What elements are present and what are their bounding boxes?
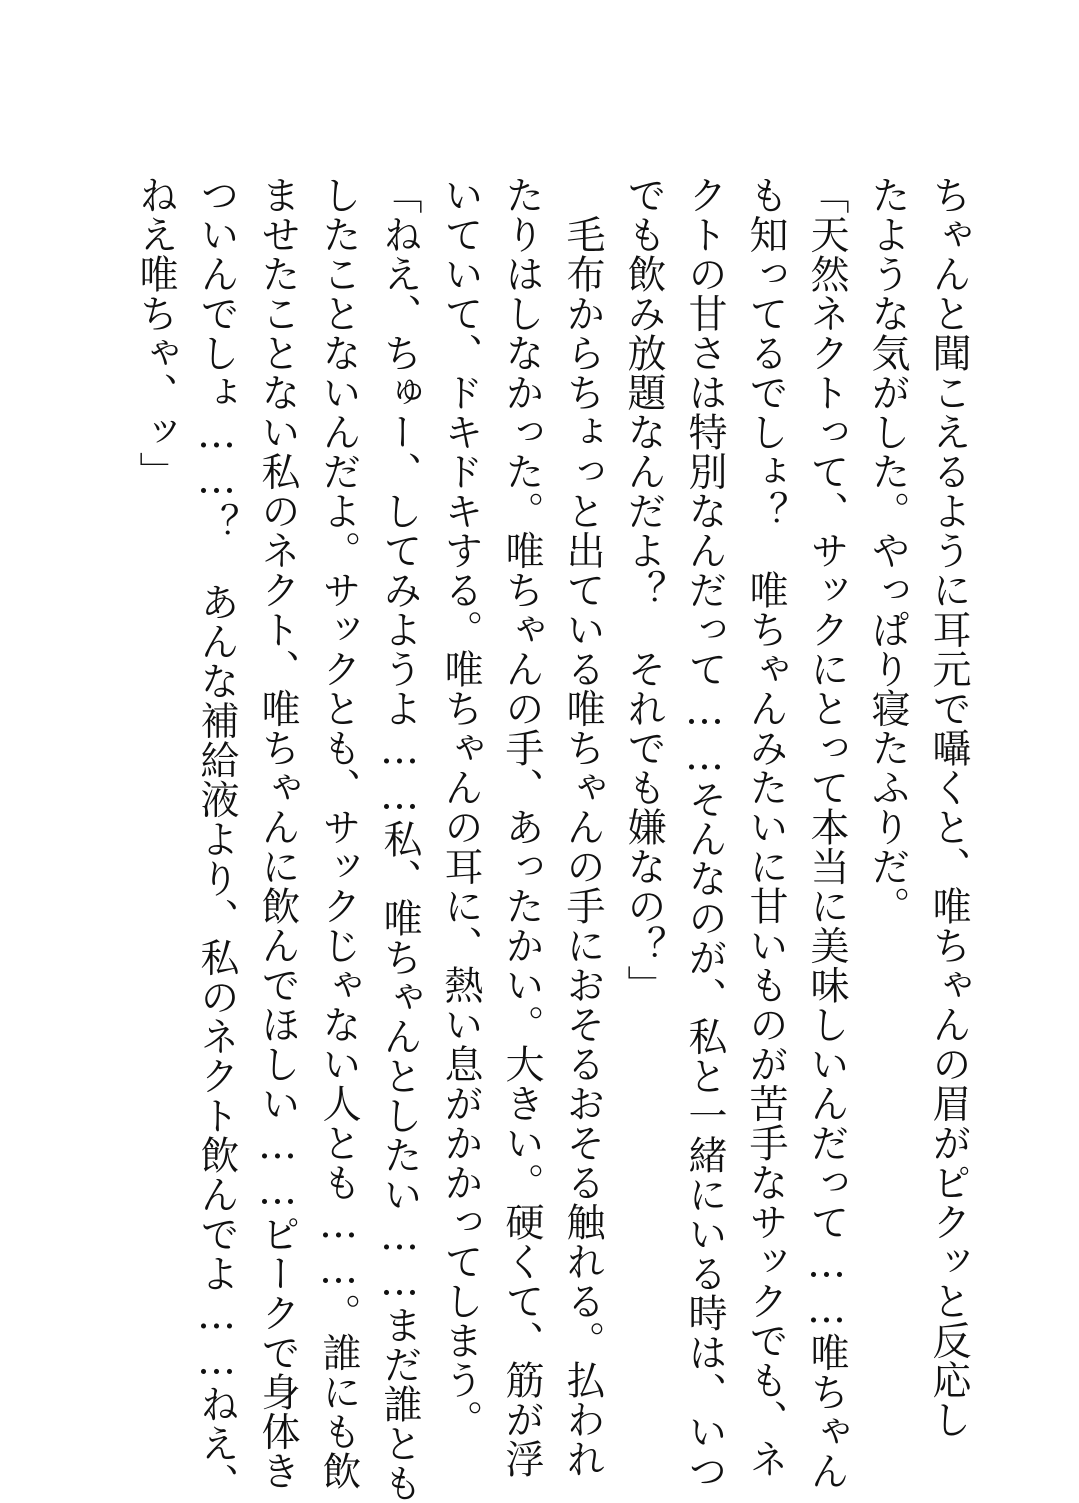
body-text [125, 175, 979, 1503]
text-line: ついんでしょ……？ あんな補給液より、私のネクト飲んでよ……ねえ、 [194, 175, 239, 1503]
text-line: ねえ唯ちゃ、ッ」 [133, 175, 178, 491]
text-line: 毛布からちょっと出ている唯ちゃんの手におそるおそる触れる。払われ [560, 175, 605, 1479]
text-line: いていて、ドキドキする。唯ちゃんの耳に、熱い息がかかってしまう。 [438, 175, 483, 1439]
text-line: ちゃんと聞こえるように耳元で囁くと、唯ちゃんの眉がピクッと反応し [926, 175, 971, 1439]
text-line: したことないんだよ。サックとも、サックじゃない人とも……。誰にも飲 [316, 175, 361, 1491]
text-line: も知ってるでしょ？ 唯ちゃんみたいに甘いものが苦手なサックでも、ネ [743, 175, 788, 1479]
text-line: でも飲み放題なんだよ？ それでも嫌なの？」 [621, 175, 666, 1005]
text-line: たような気がした。やっぱり寝たふりだ。 [865, 175, 910, 926]
text-line: 「天然ネクトって、サックにとって本当に美味しいんだって……唯ちゃん [804, 175, 849, 1491]
text-line: ませたことない私のネクト、唯ちゃんに飲んでほしい……ピークで身体き [255, 175, 300, 1491]
text-line: たりはしなかった。唯ちゃんの手、あったかい。大きい。硬くて、筋が浮 [499, 175, 544, 1479]
text-line: クトの甘さは特別なんだって……そんなのが、私と一緒にいる時は、いつ [682, 175, 727, 1491]
text-line: 「ねえ、ちゅー、してみようよ……私、唯ちゃんとしたい……まだ誰とも [377, 175, 422, 1503]
